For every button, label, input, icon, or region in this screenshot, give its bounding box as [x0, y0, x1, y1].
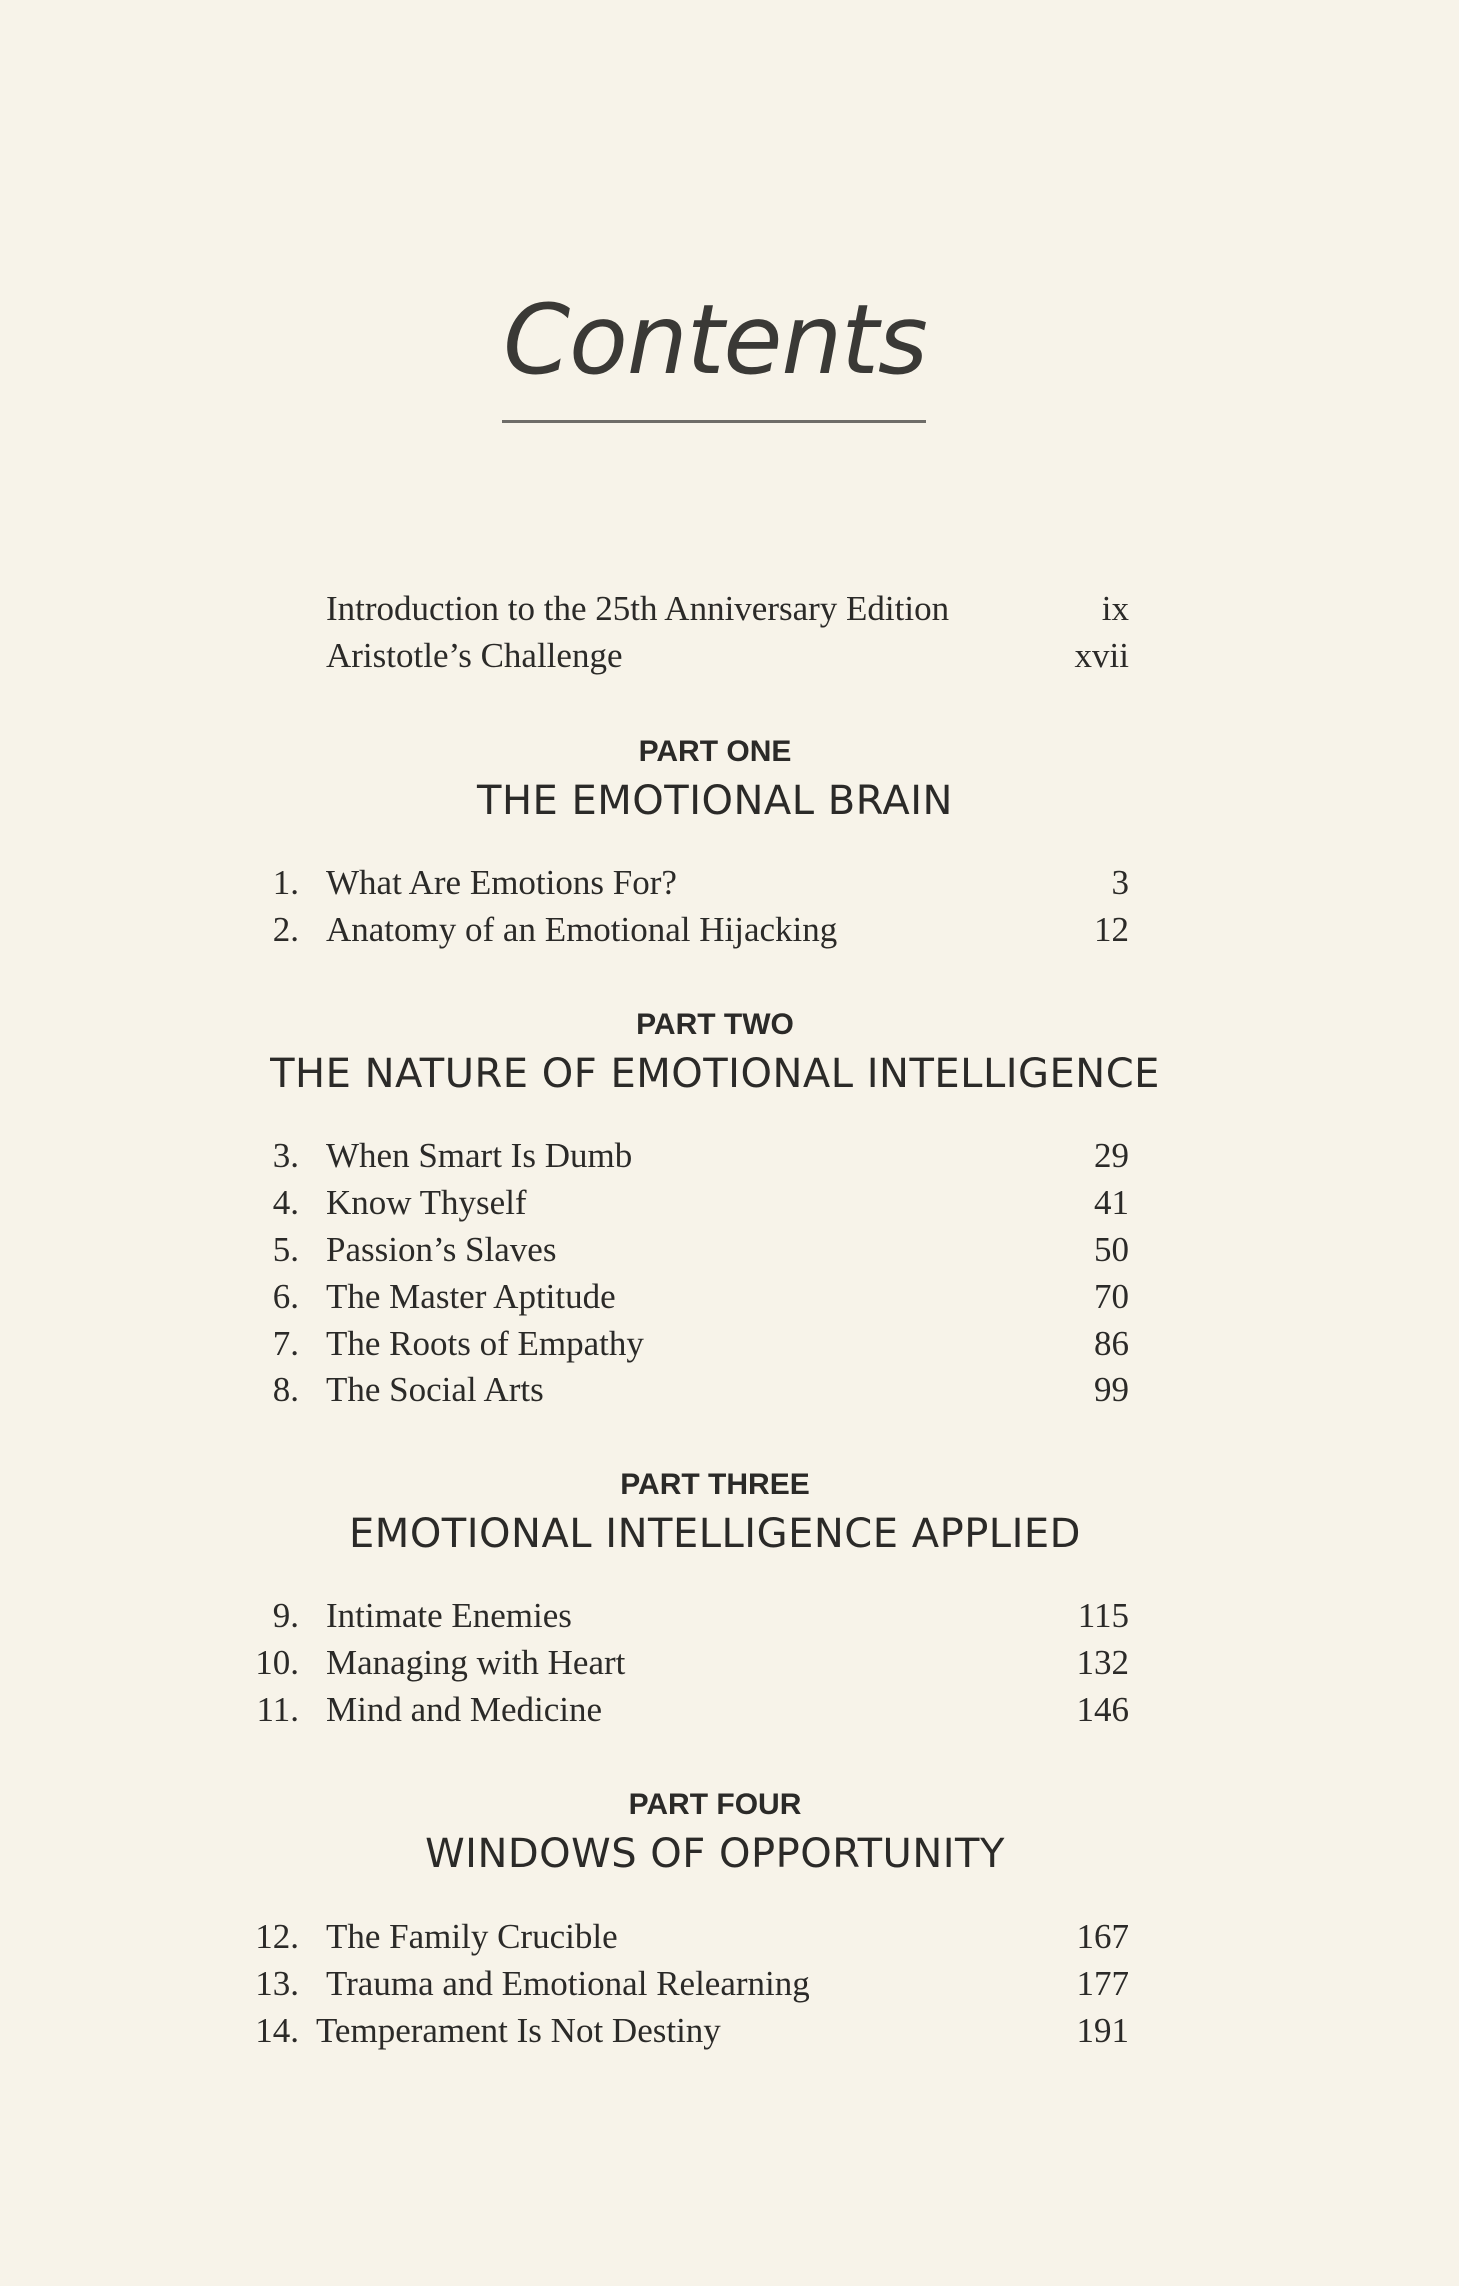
chapter-entry — [0, 1914, 1459, 1960]
chapter-entry — [0, 1687, 1459, 1733]
part-label: PART FOUR — [628, 1788, 802, 1821]
chapter-page: 70 — [1094, 1277, 1129, 1316]
chapter-title: Passion’s Slaves — [326, 1230, 557, 1269]
chapter-title: Managing with Heart — [326, 1643, 626, 1682]
title-underline — [502, 420, 926, 423]
chapter-entry — [0, 860, 1459, 906]
chapter-number: 11. — [256, 1690, 299, 1729]
chapter-page: 50 — [1094, 1230, 1129, 1269]
chapter-number: 3. — [272, 1136, 299, 1175]
chapter-number: 5. — [272, 1230, 299, 1269]
chapter-number: 9. — [272, 1596, 299, 1635]
chapter-entry — [0, 1961, 1459, 2007]
chapter-entry — [0, 2008, 1459, 2054]
chapter-title: The Family Crucible — [326, 1917, 618, 1956]
chapter-number: 2. — [272, 910, 299, 949]
chapter-number: 13. — [255, 1964, 299, 2003]
part-label: PART ONE — [638, 735, 792, 768]
part-label: PART THREE — [620, 1468, 810, 1501]
chapter-page: 146 — [1076, 1690, 1129, 1729]
chapter-page: 12 — [1094, 910, 1129, 949]
chapter-entry — [0, 1640, 1459, 1686]
chapter-title: The Roots of Empathy — [326, 1324, 644, 1363]
chapter-entry — [0, 1133, 1459, 1179]
chapter-number: 1. — [272, 863, 299, 902]
chapter-page: 86 — [1094, 1324, 1129, 1363]
chapter-page: 115 — [1077, 1596, 1129, 1635]
chapter-entry — [0, 1593, 1459, 1639]
chapter-entry — [0, 1227, 1459, 1273]
chapter-entry — [0, 1180, 1459, 1226]
chapter-page: 132 — [1076, 1643, 1129, 1682]
part-title: THE NATURE OF EMOTIONAL INTELLIGENCE — [270, 1051, 1160, 1097]
chapter-entry — [0, 907, 1459, 953]
chapter-number: 14. — [255, 2011, 299, 2050]
toc-entry-title: Aristotle’s Challenge — [326, 636, 623, 675]
chapter-page: 29 — [1094, 1136, 1129, 1175]
chapter-title: Anatomy of an Emotional Hijacking — [326, 910, 838, 949]
part-title: THE EMOTIONAL BRAIN — [477, 778, 953, 824]
part-title: EMOTIONAL INTELLIGENCE APPLIED — [349, 1511, 1081, 1557]
chapter-page: 191 — [1076, 2011, 1129, 2050]
chapter-title: What Are Emotions For? — [326, 863, 677, 902]
chapter-title: The Master Aptitude — [326, 1277, 616, 1316]
chapter-page: 167 — [1076, 1917, 1129, 1956]
chapter-title: Trauma and Emotional Relearning — [326, 1964, 810, 2003]
chapter-number: 7. — [272, 1324, 299, 1363]
chapter-number: 10. — [255, 1643, 299, 1682]
chapter-number: 12. — [255, 1917, 299, 1956]
chapter-number: 4. — [272, 1183, 299, 1222]
chapter-page: 177 — [1076, 1964, 1129, 2003]
toc-entry — [0, 586, 1459, 632]
chapter-title: Mind and Medicine — [326, 1690, 603, 1729]
chapter-entry — [0, 1274, 1459, 1320]
page-title: Contents — [503, 284, 927, 396]
chapter-title: When Smart Is Dumb — [326, 1136, 633, 1175]
chapter-entry — [0, 1367, 1459, 1413]
chapter-title: Know Thyself — [326, 1183, 527, 1222]
part-title: WINDOWS OF OPPORTUNITY — [425, 1831, 1005, 1877]
chapter-number: 6. — [272, 1277, 299, 1316]
chapter-entry — [0, 1321, 1459, 1367]
chapter-page: 41 — [1094, 1183, 1129, 1222]
toc-entry — [0, 633, 1459, 679]
part-label: PART TWO — [636, 1008, 794, 1041]
chapter-title: The Social Arts — [326, 1370, 544, 1409]
toc-entry-page: xvii — [1074, 636, 1129, 675]
toc-entry-page: ix — [1101, 589, 1129, 628]
chapter-page: 3 — [1111, 863, 1129, 902]
chapter-page: 99 — [1094, 1370, 1129, 1409]
chapter-title: Temperament Is Not Destiny — [316, 2011, 721, 2050]
toc-entry-title: Introduction to the 25th Anniversary Edition — [326, 589, 950, 628]
chapter-number: 8. — [272, 1370, 299, 1409]
chapter-title: Intimate Enemies — [326, 1596, 572, 1635]
